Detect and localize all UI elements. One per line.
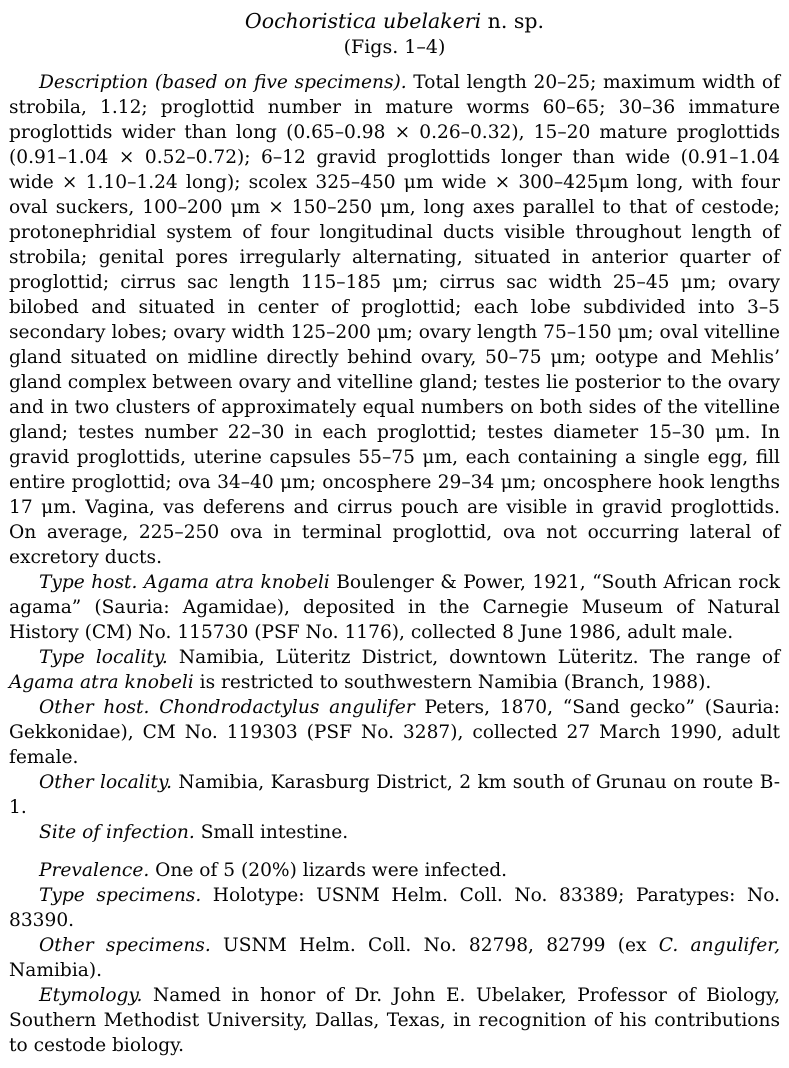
prevalence-text: One of 5 (20%) lizards were infected. [149, 860, 508, 881]
description-text: Total length 20–25; maximum width of strobila, 1.12; proglottid number in mature worms 60–65; 30–36 immature proglottids wider than long (0.65–0.98 × 0.26–0.32), 15–20 mature proglottids (0.91–1.04 × 0.52–0.72); 6–12 gravid proglottids longer than wide (0.91–1.04 wide × 1.10–1.24 long); scolex 325–450 μm wide × 300–425μm long, with four oval suckers, 100–200 μm × 150–250 μm, long axes parallel to that of cestode; protonephridial system of four longitudinal ducts visible throughout length of strobila; genital pores irregularly alternating, situated in anterior quarter of proglottid; cirrus sac length 115–185 μm; cirrus sac width 25–45 μm; ovary bilobed and situated in center of proglottid; each lobe subdivided into 3–5 secondary lobes; ovary width 125–200 μm; ovary length 75–150 μm; oval vitelline gland situated on midline directly behind ovary, 50–75 μm; ootype and Mehlis’ gland complex between ovary and vitelline gland; testes lie posterior to the ovary and in two clusters of approximately equal numbers on both sides of the vitelline gland; testes number 22–30 in each proglottid; testes diameter 15–30 μm. In gravid proglottids, uterine capsules 55–75 μm, each containing a single egg, fill entire proglottid; ova 34–40 μm; oncosphere 29–34 μm; oncosphere hook lengths 17 μm. Vagina, vas deferens and cirrus pouch are visible in gravid proglottids. On average, 225–250 ova in terminal proglottid, ova not occurring lateral of excretory ducts. [9, 72, 780, 568]
paragraph-site-of-infection [9, 820, 780, 845]
type-locality-text-2: is restricted to southwestern Namibia (Branch, 1988). [193, 672, 712, 693]
type-locality-species: Agama atra knobeli [9, 672, 194, 693]
description-lead: Description (based on five specimens). [39, 72, 407, 93]
other-specimens-lead: Other specimens. [39, 935, 211, 956]
prevalence-lead: Prevalence. [39, 860, 150, 881]
paragraph-type-host [9, 570, 780, 645]
type-locality-lead: Type locality. [39, 647, 168, 668]
type-locality-text-1: Namibia, Lüteritz District, downtown Lüteritz. The range of [167, 647, 780, 668]
species-title-suffix: n. sp. [481, 9, 545, 33]
type-host-lead: Type host. Agama atra knobeli [39, 572, 330, 593]
paragraph-etymology [9, 983, 780, 1058]
paragraph-other-locality [9, 770, 780, 820]
paragraph-type-locality [9, 645, 780, 695]
other-specimens-text-1: USNM Helm. Coll. No. 82798, 82799 (ex [210, 935, 659, 956]
figures-reference: (Figs. 1–4) [343, 36, 446, 58]
other-specimens-species: C. angulifer, [658, 935, 780, 956]
species-title [9, 8, 780, 34]
etymology-text: Named in honor of Dr. John E. Ubelaker, Professor of Biology, Southern Methodist University, Dallas, Texas, in recognition of his contributions to cestode biology. [9, 985, 780, 1056]
site-of-infection-text: Small intestine. [194, 822, 349, 843]
other-locality-lead: Other locality. [39, 772, 172, 793]
species-title-binomial: Oochoristica ubelakeri [244, 9, 482, 33]
other-locality-text: Namibia, Karasburg District, 2 km south of Grunau on route B-1. [9, 772, 780, 818]
paragraph-description [9, 70, 780, 570]
paragraph-type-specimens [9, 883, 780, 933]
type-host-text: Boulenger & Power, 1921, “South African rock agama” (Sauria: Agamidae), deposited in the Carnegie Museum of Natural History (CM) No. 115730 (PSF No. 1176), collected 8 June 1986, adult male. [9, 572, 781, 643]
site-of-infection-lead: Site of infection. [39, 822, 195, 843]
paragraph-prevalence [9, 858, 780, 883]
etymology-lead: Etymology. [39, 985, 143, 1006]
paragraph-other-specimens [9, 933, 780, 983]
other-specimens-text-2: Namibia). [9, 960, 103, 981]
other-host-text: Peters, 1870, “Sand gecko” (Sauria: Gekkonidae), CM No. 119303 (PSF No. 3287), collected 27 March 1990, adult female. [9, 697, 780, 768]
other-host-lead: Other host. Chondrodactylus angulifer [39, 697, 415, 718]
type-specimens-text: Holotype: USNM Helm. Coll. No. 83389; Paratypes: No. 83390. [9, 885, 780, 931]
paragraph-other-host [9, 695, 780, 770]
type-specimens-lead: Type specimens. [39, 885, 202, 906]
